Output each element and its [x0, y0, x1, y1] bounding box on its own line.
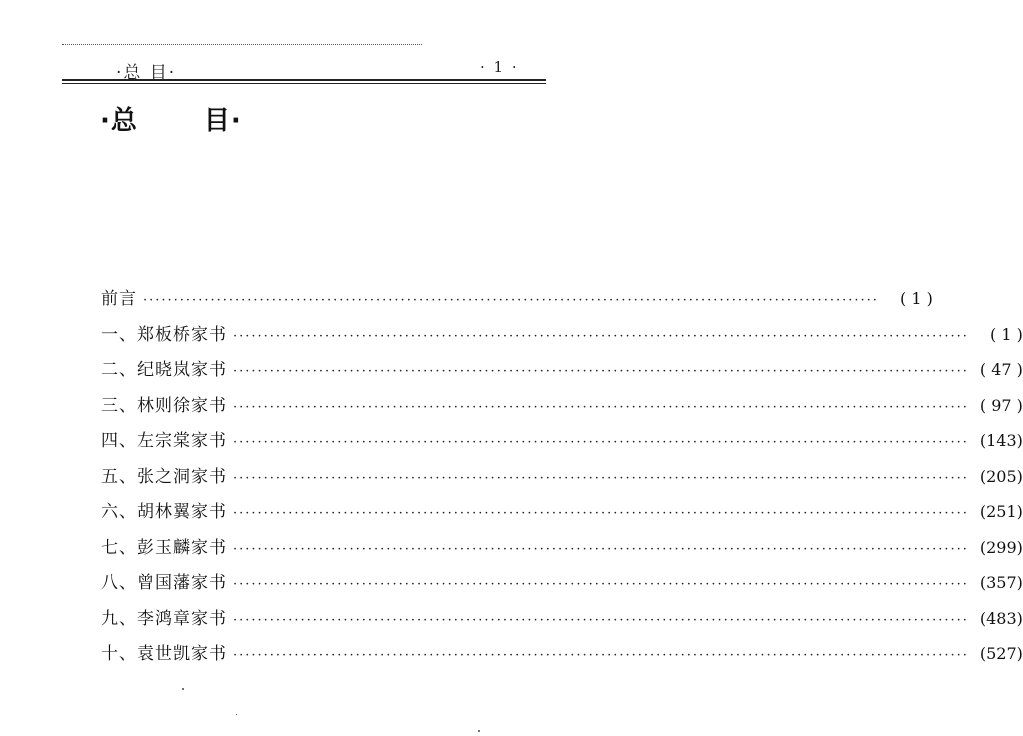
toc-entry-page: (205): [979, 466, 1023, 486]
toc-entry: [101, 281, 933, 317]
toc-entry: [101, 388, 1023, 424]
toc-entry-page: (143): [979, 431, 1023, 450]
toc-entry: [101, 601, 1023, 637]
toc-dot-leader: ························································································································: [233, 399, 969, 415]
toc-dot-leader: ························································································································: [233, 470, 969, 486]
toc-entry-label: 一、郑板桥家书: [101, 324, 227, 345]
toc-entry-label: 四、左宗棠家书: [101, 431, 227, 451]
toc-entry-label: 前言: [101, 289, 137, 309]
header-dotted-rule: [62, 44, 422, 45]
toc-entry-label: 七、彭玉麟家书: [101, 537, 227, 558]
scan-speck: [182, 688, 184, 690]
toc-entry: [101, 636, 1023, 672]
toc-entry-label: 十、袁世凯家书: [101, 644, 227, 664]
toc-entry-label: 六、胡林翼家书: [101, 502, 227, 522]
toc-entry: [101, 565, 1023, 601]
header-rule: [62, 79, 546, 81]
toc-entry-label: 三、林则徐家书: [101, 395, 227, 416]
page-title-part-2: 目·: [203, 106, 242, 136]
toc-entry-page: (357): [979, 573, 1023, 592]
toc-entry: [101, 494, 1023, 530]
toc-dot-leader: ························································································································: [143, 293, 879, 308]
toc-dot-leader: ························································································································: [233, 435, 969, 450]
scan-speck: [236, 714, 237, 715]
toc-entry-page: (483): [979, 608, 1023, 628]
toc-entry-label: 八、曾国藩家书: [101, 573, 227, 593]
header-rule-thin: [62, 83, 546, 84]
toc-entry-label: 五、张之洞家书: [101, 466, 227, 487]
toc-entry: [101, 352, 1023, 388]
running-page-number: · 1 ·: [480, 58, 519, 76]
toc-entry-page: ( 1 ): [900, 289, 933, 308]
toc-entry-page: ( 97 ): [979, 395, 1023, 415]
toc-dot-leader: ························································································································: [233, 328, 969, 344]
toc-entry-page: ( 47 ): [979, 360, 1023, 379]
page-title: [100, 100, 242, 137]
toc-entry-label: 九、李鸿章家书: [101, 608, 227, 629]
toc-entry-label: 二、纪晓岚家书: [101, 360, 227, 380]
toc-entry-page: (251): [979, 502, 1023, 521]
toc-dot-leader: ························································································································: [233, 541, 969, 557]
table-of-contents: [101, 281, 1023, 672]
scan-speck: [478, 730, 480, 732]
toc-entry-page: (299): [979, 537, 1023, 557]
page-title-part-1: ·总: [100, 106, 138, 136]
toc-entry: [101, 530, 1023, 566]
toc-entry-page: (527): [979, 644, 1023, 663]
toc-entry: [101, 459, 1023, 495]
running-title: ·总 目·: [116, 63, 177, 83]
toc-dot-leader: ························································································································: [233, 612, 969, 628]
toc-dot-leader: ························································································································: [233, 648, 969, 663]
toc-dot-leader: ························································································································: [233, 364, 969, 379]
toc-entry-page: ( 1 ): [990, 324, 1023, 344]
toc-dot-leader: ························································································································: [233, 577, 969, 592]
toc-entry: [101, 423, 1023, 459]
toc-entry: [101, 317, 1023, 353]
toc-dot-leader: ························································································································: [233, 506, 969, 521]
